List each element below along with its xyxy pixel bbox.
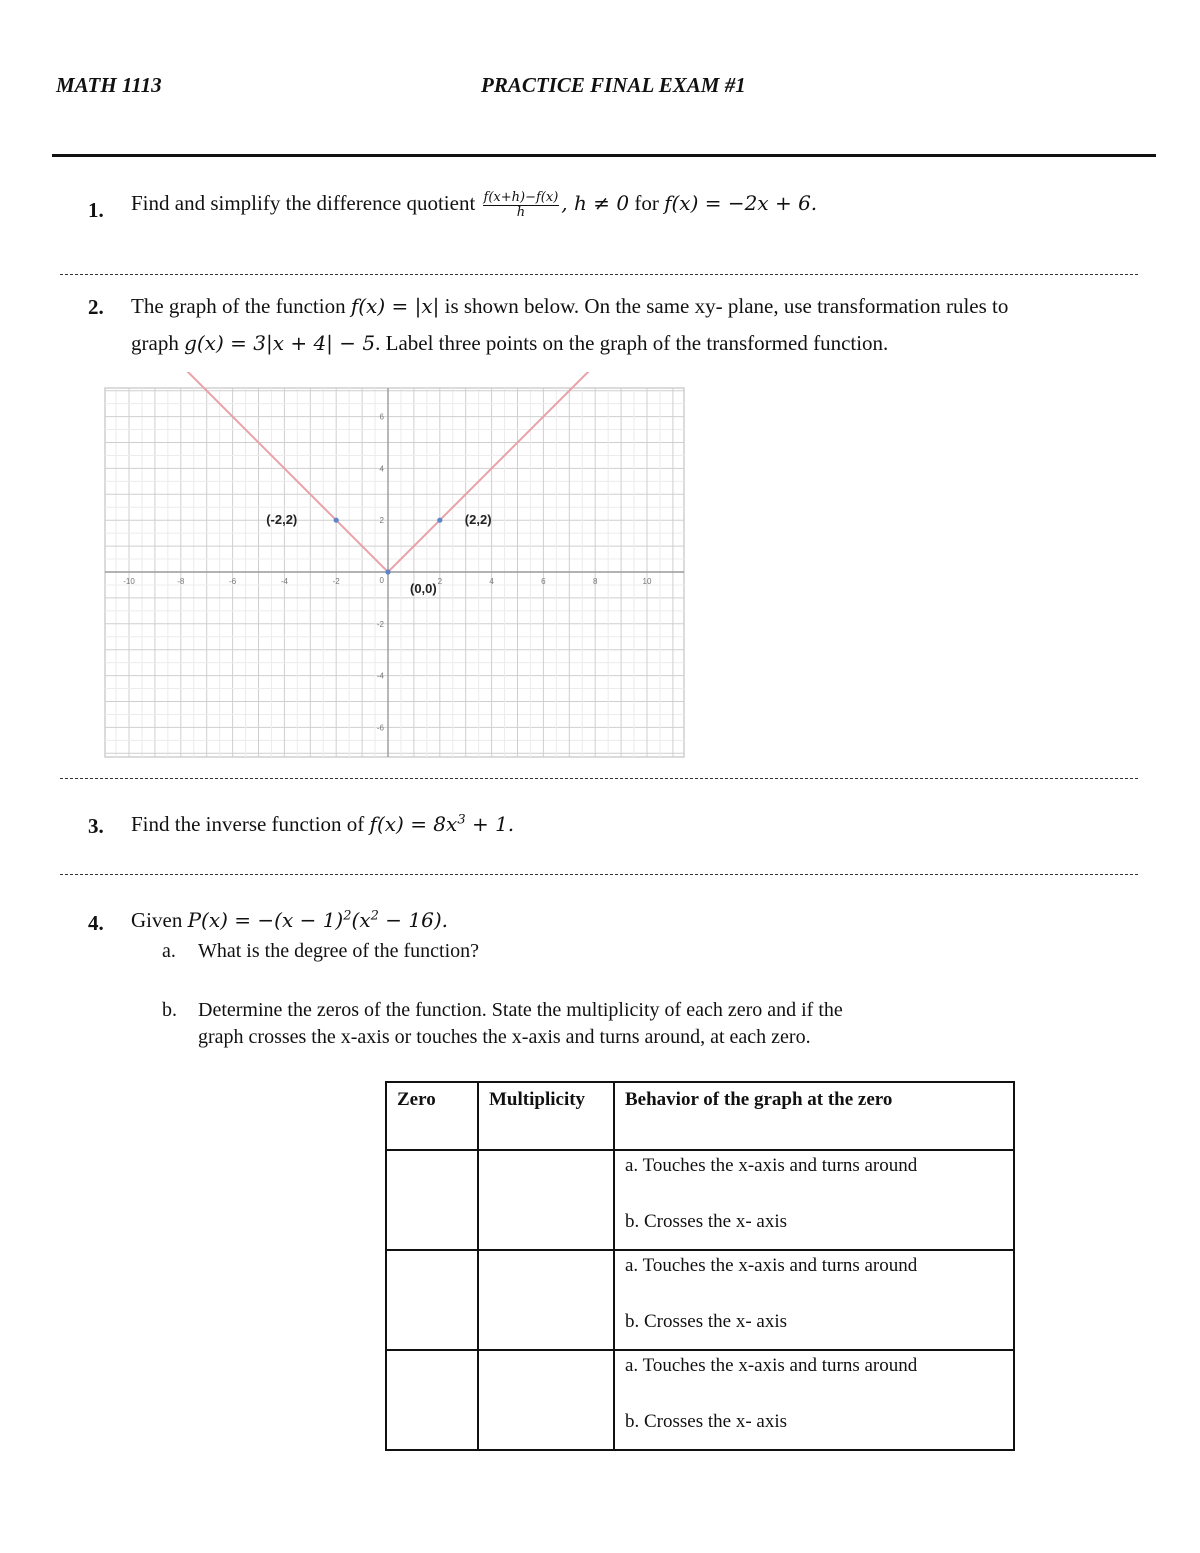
y-tick-label: 4 (379, 464, 384, 474)
difference-quotient (483, 191, 560, 219)
q1-text (131, 191, 817, 219)
q3-intro: Find the inverse function of (131, 812, 370, 836)
q3-func-tail: + 1. (465, 812, 515, 836)
x-tick-label: 6 (541, 577, 546, 586)
q3-exponent: 3 (457, 812, 466, 828)
q2-line1-rest: is shown below. On the same xy- plane, use transformation rules to (439, 294, 1009, 318)
q2-number: 2. (88, 295, 104, 319)
dq-numerator: f(x+h)−f(x) (483, 190, 559, 206)
x-tick-label: -4 (280, 577, 288, 586)
zeros-table (385, 1081, 1015, 1451)
q1-function: f(x) = −2x + 6. (664, 191, 818, 215)
x-tick-label: -10 (123, 577, 135, 586)
separator-1 (60, 274, 1138, 275)
q2-transformed-function: g(x) = 3|x + 4| − 5 (184, 331, 376, 355)
behavior-option-cross[interactable]: b. Crosses the x- axis (625, 1411, 788, 1432)
zero-cell[interactable] (386, 1250, 478, 1350)
table-header-row (386, 1082, 1014, 1150)
y-tick-label: -4 (376, 671, 384, 681)
header-behavior: Behavior of the graph at the zero (614, 1082, 1014, 1150)
absolute-value-graph (86, 372, 692, 764)
x-tick-label: 2 (437, 577, 443, 586)
behavior-option-touch[interactable]: a. Touches the x-axis and turns around (625, 1155, 918, 1176)
behavior-cell (614, 1250, 1014, 1350)
course-title: MATH 1113 (56, 73, 162, 97)
q2-line2 (131, 331, 888, 356)
point-label: (0,0) (410, 581, 437, 596)
header-zero: Zero (386, 1082, 478, 1150)
q4a-text: What is the degree of the function? (198, 940, 479, 962)
q1-condition: , h ≠ 0 (561, 191, 630, 215)
q4a-label: a. (162, 940, 176, 962)
header-rule (52, 154, 1156, 157)
q2-parent-function: f(x) = |x| (350, 294, 440, 318)
q1-intro: Find and simplify the difference quotient (131, 191, 481, 215)
table-row (386, 1250, 1014, 1350)
exam-title: PRACTICE FINAL EXAM #1 (481, 73, 746, 97)
point-label: (2,2) (464, 512, 492, 528)
point-label: (-2,2) (266, 512, 298, 528)
q4-polynomial (188, 908, 448, 932)
behavior-cell (614, 1350, 1014, 1450)
q4-poly-a: P(x) = −(x − 1) (187, 908, 344, 932)
multiplicity-cell[interactable] (478, 1350, 614, 1450)
zero-cell[interactable] (386, 1350, 478, 1450)
q3-number: 3. (88, 814, 104, 838)
behavior-option-touch[interactable]: a. Touches the x-axis and turns around (625, 1355, 918, 1376)
separator-2 (60, 778, 1138, 779)
multiplicity-cell[interactable] (478, 1250, 614, 1350)
behavior-option-cross[interactable]: b. Crosses the x- axis (625, 1211, 788, 1232)
q2-line1 (131, 294, 1008, 319)
q4-given (131, 908, 448, 933)
y-tick-label: -6 (376, 723, 384, 733)
x-tick-label: -2 (332, 577, 340, 586)
header-multiplicity: Multiplicity (478, 1082, 614, 1150)
q2-graph-word: graph (131, 331, 185, 355)
separator-3 (60, 874, 1138, 875)
q3-text (131, 812, 514, 837)
q2-line2-rest: . Label three points on the graph of the transformed function. (375, 331, 889, 355)
q4-number: 4. (88, 911, 104, 935)
q4-given-word: Given (131, 908, 188, 932)
behavior-cell (614, 1150, 1014, 1250)
zero-cell[interactable] (386, 1150, 478, 1250)
behavior-option-cross[interactable]: b. Crosses the x- axis (625, 1311, 788, 1332)
table-row (386, 1350, 1014, 1450)
dq-denominator: h (516, 204, 526, 220)
q1-for: for (629, 191, 665, 215)
y-tick-label: 2 (379, 516, 384, 526)
q4b-line1: Determine the zeros of the function. State the multiplicity of each zero and if the (198, 999, 843, 1021)
q2-intro: The graph of the function (131, 294, 351, 318)
q1-number: 1. (88, 198, 104, 222)
behavior-option-touch[interactable]: a. Touches the x-axis and turns around (625, 1255, 918, 1276)
x-tick-label: 10 (642, 577, 652, 586)
plotted-point (437, 518, 442, 523)
x-tick-label: -6 (229, 577, 237, 586)
y-tick-label: 6 (379, 412, 384, 422)
x-tick-label: -8 (177, 577, 185, 586)
origin-label: 0 (379, 576, 384, 585)
q4-poly-b: (x (351, 908, 371, 932)
q4b-label: b. (162, 999, 177, 1021)
x-tick-label: 8 (592, 577, 598, 586)
q4-exp-2: 2 (370, 908, 379, 924)
q3-function (370, 812, 515, 836)
table-row (386, 1150, 1014, 1250)
q4b-line2: graph crosses the x-axis or touches the x-axis and turns around, at each zero. (198, 1026, 811, 1048)
x-tick-label: 4 (489, 577, 494, 586)
multiplicity-cell[interactable] (478, 1150, 614, 1250)
plotted-point (334, 518, 339, 523)
q4-poly-c: − 16). (378, 908, 448, 932)
q4-exp-1: 2 (343, 908, 352, 924)
plotted-point (385, 569, 390, 574)
q3-func-base: f(x) = 8x (369, 812, 458, 836)
y-tick-label: -2 (376, 619, 384, 629)
